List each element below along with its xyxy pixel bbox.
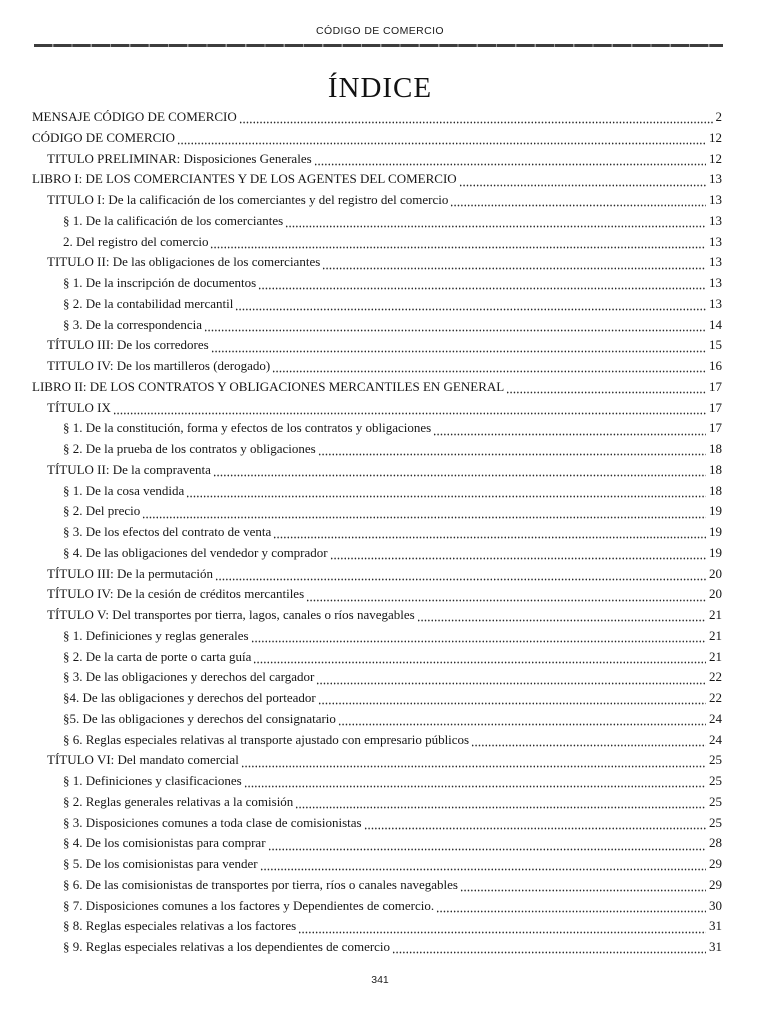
toc-entry bbox=[32, 439, 722, 460]
toc-entry bbox=[32, 398, 722, 419]
toc-entry bbox=[32, 647, 722, 668]
toc-entry-title: § 2. De la carta de porte o carta guía bbox=[63, 648, 252, 664]
toc-entry-page: 29 bbox=[709, 876, 722, 892]
dot-leader bbox=[113, 398, 706, 419]
dot-leader bbox=[298, 916, 706, 937]
toc-entry-page: 13 bbox=[709, 275, 722, 290]
toc-entry-page: 13 bbox=[709, 233, 722, 249]
dot-leader bbox=[285, 211, 706, 232]
toc-entry-title: LIBRO I: DE LOS COMERCIANTES Y DE LOS AGENTES DEL COMERCIO bbox=[32, 171, 457, 187]
toc-entry bbox=[32, 730, 722, 751]
toc-entry-page: 18 bbox=[709, 482, 722, 498]
toc-entry-page: 13 bbox=[709, 171, 722, 187]
toc-entry-page: 25 bbox=[709, 773, 722, 788]
dot-leader bbox=[364, 813, 706, 834]
toc-entry-title: § 1. Definiciones y reglas generales bbox=[63, 627, 249, 643]
toc-entry-title: TITULO II: De las obligaciones de los comerciantes bbox=[47, 254, 321, 270]
toc-entry bbox=[32, 605, 722, 626]
toc-entry-title: § 3. Disposiciones comunes a toda clase de comisionistas bbox=[63, 814, 362, 830]
toc-entry-title: TITULO I: De la calificación de los comerciantes y del registro del comercio bbox=[47, 192, 449, 207]
toc-entry bbox=[32, 481, 722, 502]
toc-entry-title: § 6. Reglas especiales relativas al transporte ajustado con empresario públicos bbox=[63, 731, 470, 747]
toc-entry-title: § 3. De las obligaciones y derechos del cargador bbox=[63, 669, 315, 685]
toc-entry bbox=[32, 896, 722, 917]
dot-leader bbox=[215, 564, 706, 585]
toc-entry bbox=[32, 190, 722, 211]
dot-leader bbox=[338, 709, 706, 730]
toc-entry-title: 2. Del registro del comercio bbox=[63, 233, 209, 249]
toc-entry bbox=[32, 854, 722, 875]
toc-entry-title: § 1. De la cosa vendida bbox=[63, 482, 185, 498]
toc-entry-title: § 1. De la constitución, forma y efectos de los contratos y obligaciones bbox=[63, 420, 432, 436]
dot-leader bbox=[204, 315, 706, 336]
dot-leader bbox=[433, 418, 706, 439]
dot-leader bbox=[460, 875, 706, 896]
toc-entry bbox=[32, 688, 722, 709]
toc-entry-title: §5. De las obligaciones y derechos del consignatario bbox=[63, 710, 336, 726]
toc-entry bbox=[32, 377, 722, 398]
toc-entry bbox=[32, 460, 722, 481]
toc-entry bbox=[32, 128, 722, 149]
toc-entry-title: TÍTULO II: De la compraventa bbox=[47, 461, 211, 477]
toc-entry-page: 13 bbox=[709, 295, 722, 311]
dot-leader bbox=[235, 294, 706, 315]
toc-entry bbox=[32, 750, 722, 771]
toc-entry bbox=[32, 169, 722, 190]
toc-entry bbox=[32, 107, 722, 128]
dot-leader bbox=[459, 169, 706, 190]
toc-entry-title: TÍTULO V: Del transportes por tierra, lagos, canales o ríos navegables bbox=[47, 607, 415, 622]
toc-entry bbox=[32, 626, 722, 647]
toc-entry bbox=[32, 211, 722, 232]
toc-entry-title: §4. De las obligaciones y derechos del porteador bbox=[63, 690, 316, 705]
toc-entry-title: § 1. Definiciones y clasificaciones bbox=[63, 773, 242, 788]
toc-entry-page: 21 bbox=[709, 607, 722, 622]
toc-entry-page: 21 bbox=[709, 627, 722, 643]
toc-entry bbox=[32, 564, 722, 585]
toc-entry-title: CÓDIGO DE COMERCIO bbox=[32, 129, 175, 145]
toc-entry-page: 19 bbox=[709, 544, 722, 560]
toc-entry bbox=[32, 501, 722, 522]
dot-leader bbox=[306, 584, 706, 605]
dot-leader bbox=[251, 626, 706, 647]
toc-entry-page: 17 bbox=[709, 420, 722, 436]
dot-leader bbox=[436, 896, 706, 917]
toc-entry-title: § 1. De la inscripción de documentos bbox=[63, 275, 257, 290]
toc-entry bbox=[32, 252, 722, 273]
toc-entry-page: 13 bbox=[709, 212, 722, 228]
toc-entry-page: 15 bbox=[709, 337, 722, 353]
dot-leader bbox=[318, 439, 706, 460]
toc-entry-page: 24 bbox=[709, 710, 722, 726]
dot-leader bbox=[211, 335, 706, 356]
dot-leader bbox=[260, 854, 706, 875]
toc-entry-title: § 8. Reglas especiales relativas a los factores bbox=[63, 918, 297, 934]
toc-entry-page: 13 bbox=[709, 192, 722, 207]
header-rule bbox=[34, 44, 723, 47]
dot-leader bbox=[244, 771, 706, 792]
dot-leader bbox=[450, 190, 706, 211]
toc-entry-page: 22 bbox=[709, 690, 722, 705]
dot-leader bbox=[213, 460, 706, 481]
toc-entry-title: TÍTULO IV: De la cesión de créditos mercantiles bbox=[47, 586, 305, 602]
toc-entry bbox=[32, 771, 722, 792]
toc-entry-page: 31 bbox=[709, 918, 722, 934]
toc-entry-title: § 2. De la prueba de los contratos y obligaciones bbox=[63, 441, 316, 456]
toc-entry-page: 20 bbox=[709, 586, 722, 602]
toc-entry-title: § 2. Reglas generales relativas a la comisión bbox=[63, 793, 294, 809]
toc-entry-title: TÍTULO IX bbox=[47, 399, 111, 415]
dot-leader bbox=[210, 232, 706, 253]
toc-entry bbox=[32, 667, 722, 688]
toc-entry-title: § 4. De las obligaciones del vendedor y comprador bbox=[63, 544, 328, 560]
toc-entry-page: 24 bbox=[709, 731, 722, 747]
toc-entry-page: 22 bbox=[709, 669, 722, 685]
toc-list bbox=[32, 107, 722, 958]
toc-entry-title: TÍTULO III: De los corredores bbox=[47, 337, 209, 353]
toc-entry bbox=[32, 273, 722, 294]
toc-entry-page: 16 bbox=[709, 358, 722, 373]
toc-entry bbox=[32, 522, 722, 543]
dot-leader bbox=[322, 252, 706, 273]
toc-entry-page: 25 bbox=[709, 814, 722, 830]
toc-entry bbox=[32, 833, 722, 854]
dot-leader bbox=[316, 667, 706, 688]
toc-entry-title: TITULO PRELIMINAR: Disposiciones Generales bbox=[47, 150, 312, 166]
toc-entry-title: § 5. De los comisionistas para vender bbox=[63, 856, 258, 871]
dot-leader bbox=[239, 107, 713, 128]
dot-leader bbox=[258, 273, 706, 294]
toc-entry-title: § 3. De los efectos del contrato de venta bbox=[63, 524, 272, 539]
toc-entry-title: TÍTULO III: De la permutación bbox=[47, 565, 214, 581]
page-number-footer: 341 bbox=[371, 974, 389, 986]
toc-entry-page: 13 bbox=[709, 254, 722, 270]
toc-entry bbox=[32, 813, 722, 834]
toc-entry-page: 18 bbox=[709, 441, 722, 456]
toc-entry bbox=[32, 335, 722, 356]
toc-entry-title: § 2. Del precio bbox=[63, 503, 141, 519]
toc-entry-page: 17 bbox=[709, 378, 722, 394]
toc-entry bbox=[32, 792, 722, 813]
toc-entry-page: 25 bbox=[709, 752, 722, 768]
toc-entry-title: TITULO IV: De los martilleros (derogado) bbox=[47, 358, 271, 373]
page-title: ÍNDICE bbox=[327, 72, 433, 104]
toc-entry-page: 2 bbox=[715, 109, 722, 124]
toc-entry bbox=[32, 916, 722, 937]
toc-entry bbox=[32, 709, 722, 730]
dot-leader bbox=[272, 356, 706, 377]
dot-leader bbox=[392, 937, 706, 958]
toc-entry-title: § 4. De los comisionistas para comprar bbox=[63, 835, 266, 851]
toc-entry-title: LIBRO II: DE LOS CONTRATOS Y OBLIGACIONES MERCANTILES EN GENERAL bbox=[32, 378, 505, 394]
toc-entry-page: 19 bbox=[709, 524, 722, 539]
toc-entry bbox=[32, 356, 722, 377]
dot-leader bbox=[330, 543, 706, 564]
toc-entry-page: 29 bbox=[709, 856, 722, 871]
toc-entry bbox=[32, 875, 722, 896]
dot-leader bbox=[295, 792, 706, 813]
dot-leader bbox=[177, 128, 706, 149]
toc-entry-title: MENSAJE CÓDIGO DE COMERCIO bbox=[32, 109, 237, 124]
dot-leader bbox=[273, 522, 706, 543]
toc-entry-page: 21 bbox=[709, 648, 722, 664]
dot-leader bbox=[241, 750, 706, 771]
toc-entry-page: 25 bbox=[709, 793, 722, 809]
toc-entry-title: TÍTULO VI: Del mandato comercial bbox=[47, 752, 239, 768]
toc-entry-title: § 2. De la contabilidad mercantil bbox=[63, 295, 234, 311]
dot-leader bbox=[417, 605, 706, 626]
dot-leader bbox=[314, 149, 706, 170]
dot-leader bbox=[318, 688, 706, 709]
toc-entry-page: 18 bbox=[709, 461, 722, 477]
toc-entry-title: § 9. Reglas especiales relativas a los dependientes de comercio bbox=[63, 939, 391, 954]
toc-entry-title: § 6. De las comisionistas de transportes por tierra, ríos o canales navegables bbox=[63, 876, 458, 892]
toc-entry-page: 28 bbox=[709, 835, 722, 851]
dot-leader bbox=[268, 833, 706, 854]
toc-entry-title: § 7. Disposiciones comunes a los factores y Dependientes de comercio. bbox=[63, 897, 435, 913]
toc-entry-page: 31 bbox=[709, 939, 722, 954]
toc-entry-page: 30 bbox=[709, 897, 722, 913]
toc-entry bbox=[32, 315, 722, 336]
toc-entry bbox=[32, 584, 722, 605]
dot-leader bbox=[186, 481, 706, 502]
toc-entry bbox=[32, 149, 722, 170]
toc-entry bbox=[32, 937, 722, 958]
toc-entry-page: 12 bbox=[709, 150, 722, 166]
dot-leader bbox=[506, 377, 706, 398]
dot-leader bbox=[253, 647, 706, 668]
toc-entry-page: 14 bbox=[709, 316, 722, 332]
toc-entry bbox=[32, 418, 722, 439]
toc-entry-title: § 3. De la correspondencia bbox=[63, 316, 202, 332]
toc-entry bbox=[32, 232, 722, 253]
toc-entry-page: 12 bbox=[709, 129, 722, 145]
dot-leader bbox=[471, 730, 706, 751]
toc-entry-title: § 1. De la calificación de los comerciantes bbox=[63, 212, 284, 228]
running-header: CÓDIGO DE COMERCIO bbox=[316, 25, 444, 37]
dot-leader bbox=[142, 501, 706, 522]
toc-entry-page: 17 bbox=[709, 399, 722, 415]
toc-entry-page: 20 bbox=[709, 565, 722, 581]
toc-entry bbox=[32, 543, 722, 564]
toc-entry-page: 19 bbox=[709, 503, 722, 519]
toc-entry bbox=[32, 294, 722, 315]
